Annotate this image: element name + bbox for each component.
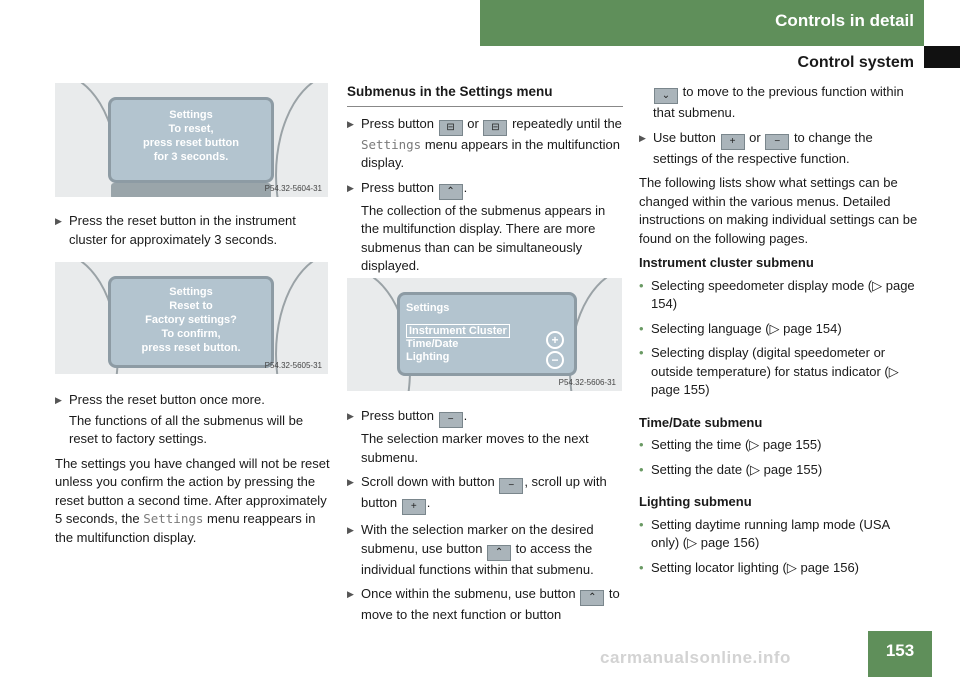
paragraph: The following lists show what settings can be changed within the various menus. Detailed instructions on making individual settings can be found on the following pages. [639,175,918,246]
display-line: Settings [169,109,213,121]
step-text: Scroll down with button [361,474,495,489]
list-item [639,461,919,480]
display-term: Settings [361,136,422,152]
step-text: or [467,115,479,131]
subsection-heading: Instrument cluster submenu [639,255,814,270]
left-column-lower [55,391,335,553]
arrow-icon: ▶ [347,589,354,599]
arrow-icon: ▶ [639,132,646,143]
subsection-title: Control system [797,54,914,71]
cluster-image-confirm [55,262,328,374]
section-title: Controls in detail [775,11,914,30]
step-text: Press button [361,408,434,423]
step-text: menu appears in the multifunction display. [361,136,620,170]
cluster-image-reset [55,83,328,197]
display-line: Reset to [169,300,213,312]
page-next-button-icon: ⊟ [483,120,507,136]
step-detail: The functions of all the submenus will be reset to factory settings. [69,412,304,446]
step-item [347,115,623,173]
up-button-icon: ⌃ [439,184,463,200]
image-code: P54.32-5606-31 [558,378,616,387]
bullet-icon: • [639,320,644,336]
gauge-arc [275,262,328,374]
step-item [347,521,623,579]
step-item: ▶ Press button − . [347,407,623,428]
step-detail: The collection of the submenus appears in the multifunction display. There are more submenus than can be simultaneously displayed. [361,202,606,273]
paragraph [55,455,335,548]
step-item: ▶ Scroll down with button − , scroll up with button + . [347,473,623,515]
display-item: Time/Date [406,338,459,350]
display-item-label: Instrument Cluster [406,324,510,338]
minus-button-icon: − [439,412,463,428]
step-text: Use button [653,129,716,145]
minus-button-icon: − [765,134,789,150]
step-detail: The selection marker moves to the next submenu. [361,431,589,465]
heading-rule [347,106,623,107]
display-line: To confirm, [161,328,221,340]
up-button-icon: ⌃ [580,590,604,606]
subsection-heading: Time/Date submenu [639,414,763,430]
plus-button-icon: + [402,499,426,515]
arrow-icon: ▶ [347,411,354,421]
page-number: 153 [868,631,932,677]
step-text: Once within the submenu, use button [361,586,576,601]
display-title: Settings [406,302,450,314]
up-button-icon: ⌃ [487,545,511,561]
paragraph-text: menu reappears in the multifunction display. [55,511,316,545]
list-item-text: Setting daytime running lamp mode (USA only) (▷ page 156) [651,516,890,550]
list-item [639,344,919,400]
step-text: Press button [361,115,434,131]
list-item-text: Selecting display (digital speedometer or outside temperature) for status indicator (▷ page 155) [651,345,899,397]
display-screen [397,292,577,376]
display-screen [108,276,274,368]
list-item [639,516,919,553]
display-item: Lighting [406,351,450,363]
bullet-icon: • [639,277,644,293]
middle-column-top [347,83,623,276]
list-item-text: Selecting speedometer display mode (▷ page 154) [651,277,915,311]
bullet-icon: • [639,345,644,360]
right-column [639,83,919,583]
image-code: P54.32-5604-31 [264,184,322,193]
left-column [55,212,335,255]
display-line: for 3 seconds. [153,151,229,163]
step-item [639,129,919,169]
step-text: Press the reset button in the instrument cluster for approximately 3 seconds. [69,213,296,247]
gauge-arc [275,83,328,197]
step-item [55,391,335,410]
display-line: press reset button. [141,342,241,354]
list-item [639,559,919,578]
arrow-icon: ▶ [347,525,354,535]
step-text: Press the reset button once more. [69,392,265,407]
step-item: ▶ Press button ⌃ . [347,179,623,200]
step-text: to move to the next function or button [361,586,620,622]
step-text: to move to the previous function within that submenu. [653,84,904,120]
step-text: Press button [361,179,434,195]
step-text: repeatedly until the [512,115,622,131]
list-item [639,277,919,314]
display-line: To reset, [168,123,214,135]
display-line: Settings [169,286,213,298]
minus-button-icon: − [499,478,523,494]
display-screen [108,97,274,183]
subsection-heading: Lighting submenu [639,494,752,509]
step-text: , scroll up with button [361,474,607,510]
list-item-text: Setting locator lighting (▷ page 156) [651,559,860,575]
middle-column-bottom [347,407,623,631]
arrow-icon: ▶ [55,395,62,405]
display-item-selected [406,325,510,338]
watermark: carmanualsonline.info [600,648,791,667]
image-code: P54.32-5605-31 [264,361,322,370]
minus-icon: − [546,351,564,369]
list-item-text: Setting the time (▷ page 155) [651,437,822,452]
page-prev-button-icon: ⊟ [439,120,463,136]
arrow-icon: ▶ [347,118,354,129]
step-continuation [639,83,919,123]
arrow-icon: ▶ [55,216,62,226]
plus-icon: + [546,331,564,349]
step-text: or [749,129,761,145]
list-item [639,320,919,339]
display-term: Settings [143,511,204,526]
arrow-icon: ▶ [347,182,354,193]
bullet-icon: • [639,461,644,477]
bullet-icon: • [639,559,644,575]
step-text: to change the settings of the respective function. [653,129,873,166]
display-bar [111,183,271,197]
list-item [639,436,919,455]
header-block [924,46,960,68]
bullet-icon: • [639,516,644,532]
down-button-icon: ⌄ [654,88,678,104]
plus-button-icon: + [721,134,745,150]
cluster-image-submenus [347,278,622,391]
bullet-icon: • [639,437,644,452]
list-item-text: Setting the date (▷ page 155) [651,461,823,477]
list-item-text: Selecting language (▷ page 154) [651,320,842,336]
paragraph-text: The settings you have changed will not be reset unless you confirm the action by pressing the reset button a second time. After approximately 5 seconds, the [55,455,330,526]
step-text: With the selection marker on the desired submenu, use button [361,522,594,556]
arrow-icon: ▶ [347,477,354,487]
section-heading: Submenus in the Settings menu [347,84,553,99]
display-line: press reset button [143,137,239,149]
step-item [347,585,623,625]
display-line: Factory settings? [145,314,237,326]
step-item [55,212,335,249]
step-text: to access the individual functions within that submenu. [361,540,594,577]
